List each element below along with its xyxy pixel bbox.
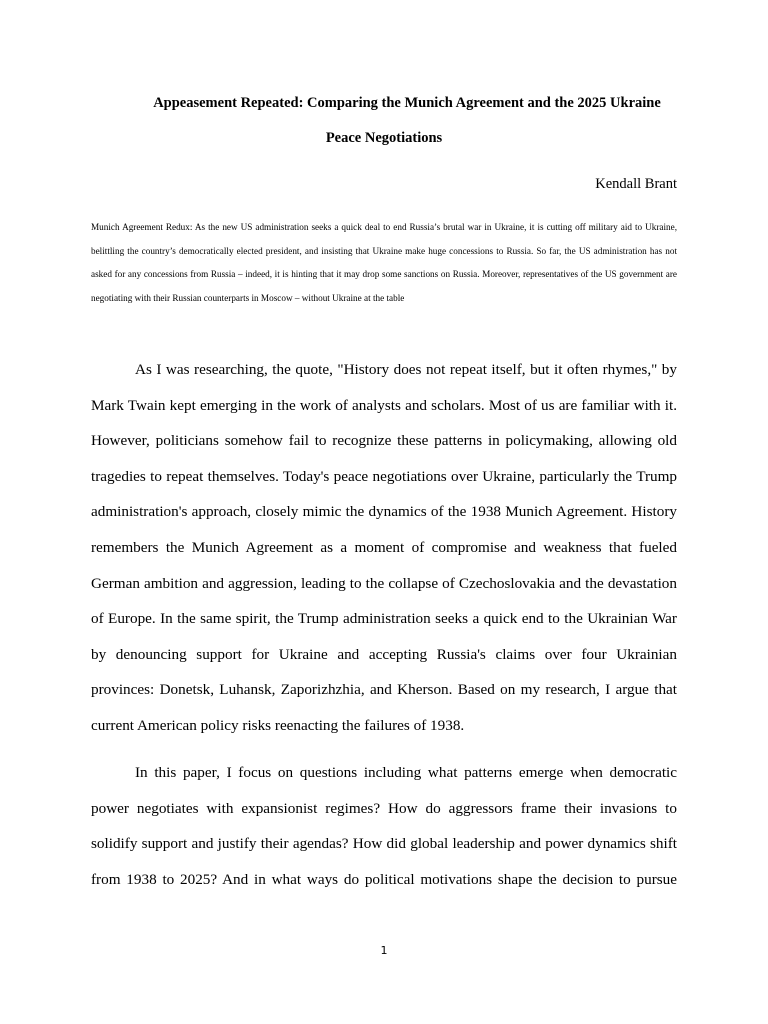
body-paragraph-1: As I was researching, the quote, "History does not repeat itself, but it often rhymes," by Mark Twain kept emerging in the work of analysts and scholars. Most of us are familiar with it. However, politicians somehow fail to recognize these patterns in policymaking, allowing old tragedies to repeat themselves. Today's peace negotiations over Ukraine, particularly the Trump administration's approach, closely mimic the dynamics of the 1938 Munich Agreement. History remembers the Munich Agreement as a moment of compromise and weakness that fueled German ambition and aggression, leading to the collapse of Czechoslovakia and the devastation of Europe. In the same spirit, the Trump administration seeks a quick end to the Ukrainian War by denouncing support for Ukraine and accepting Russia's claims over four Ukrainian provinces: Donetsk, Luhansk, Zaporizhzhia, and Kherson. Based on my research, I argue that current American policy risks reenacting the failures of 1938.: [91, 361, 677, 734]
body-paragraph-2: In this paper, I focus on questions including what patterns emerge when democratic power negotiates with expansionist regimes? How do aggressors frame their invasions to solidify support and justify their agendas? How did global leadership and power dynamics shift from 1938 to 2025? And in what ways do political motivations shape the decision to pursue: [91, 764, 677, 888]
author-name: Kendall Brant: [595, 176, 677, 192]
paper-title-line-2: Peace Negotiations: [325, 130, 443, 146]
paper-title-line-1: Appeasement Repeated: Comparing the Munich Agreement and the 2025 Ukraine: [153, 95, 661, 111]
abstract-paragraph: Munich Agreement Redux: As the new US administration seeks a quick deal to end Russia’s brutal war in Ukraine, it is cutting off military aid to Ukraine, belittling the country’s democratically elected president, and insisting that Ukraine make huge concessions to Russia. So far, the US administration has not asked for any concessions from Russia – indeed, it is hinting that it may drop some sanctions on Russia. Moreover, representatives of the US government are negotiating with their Russian counterparts in Moscow – without Ukraine at the table: [91, 222, 677, 304]
page-number: 1: [380, 944, 388, 957]
